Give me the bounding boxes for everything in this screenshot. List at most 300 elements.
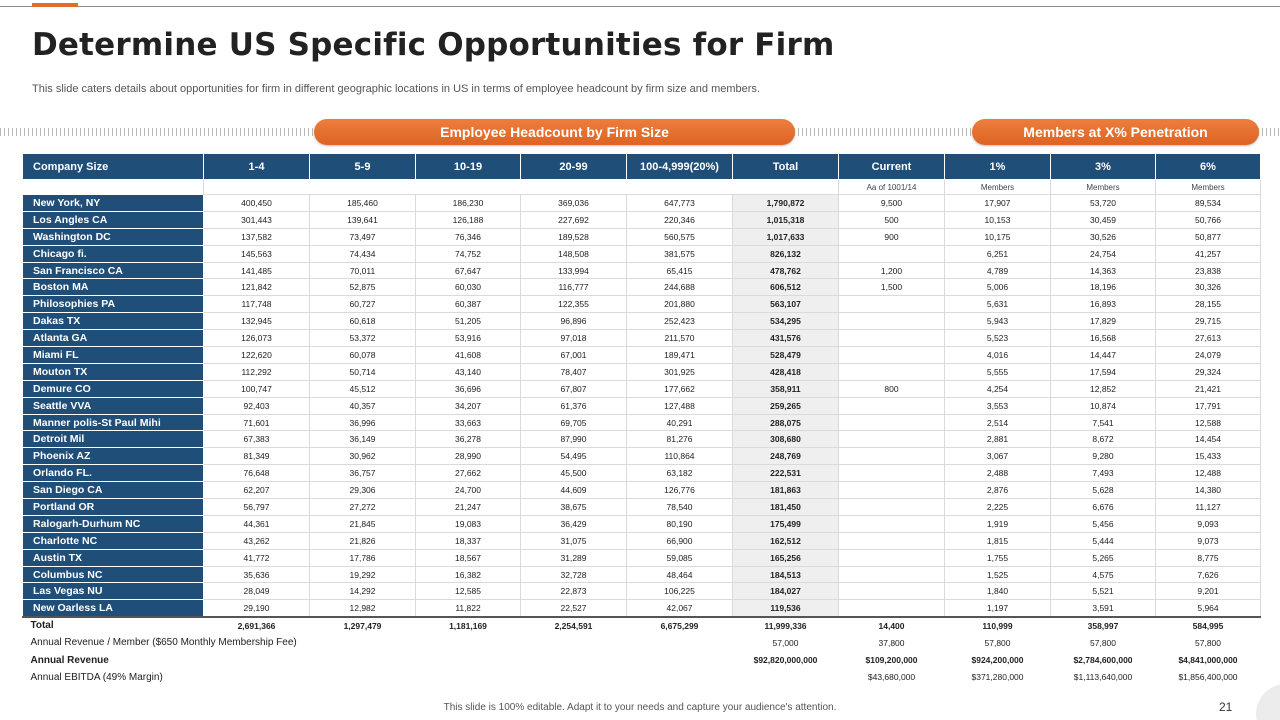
table-cell: 133,994 [521, 262, 627, 279]
table-cell [839, 549, 945, 566]
table-cell: 1,815 [945, 532, 1051, 549]
table-cell: 67,807 [521, 380, 627, 397]
total-cell: 1,181,169 [416, 617, 521, 634]
row-total-cell: 181,863 [733, 482, 839, 499]
row-label-city: Dakas TX [23, 313, 204, 330]
table-cell: 186,230 [416, 195, 521, 212]
table-cell: 36,429 [521, 515, 627, 532]
table-cell: 36,996 [310, 414, 416, 431]
table-cell: 9,073 [1156, 532, 1261, 549]
table-cell [839, 583, 945, 600]
table-cell: 900 [839, 228, 945, 245]
table-cell: 185,460 [310, 195, 416, 212]
table-cell: 63,182 [627, 465, 733, 482]
row-total-cell: 259,265 [733, 397, 839, 414]
row-label-city: Philosophies PA [23, 296, 204, 313]
table-cell: 15,433 [1156, 448, 1261, 465]
table-cell: 67,647 [416, 262, 521, 279]
table-cell: 34,207 [416, 397, 521, 414]
table-cell: 400,450 [204, 195, 310, 212]
table-cell: 148,508 [521, 245, 627, 262]
table-cell: 10,153 [945, 211, 1051, 228]
row-total-cell: 1,790,872 [733, 195, 839, 212]
row-total-cell: 162,512 [733, 532, 839, 549]
row-total-cell: 478,762 [733, 262, 839, 279]
table-cell: 110,864 [627, 448, 733, 465]
table-cell: 59,085 [627, 549, 733, 566]
table-cell: 100,747 [204, 380, 310, 397]
row-total-cell: 308,680 [733, 431, 839, 448]
table-cell: 2,514 [945, 414, 1051, 431]
column-header: Current [839, 154, 945, 180]
table-cell: 139,641 [310, 211, 416, 228]
table-cell: 74,434 [310, 245, 416, 262]
table-cell: 97,018 [521, 330, 627, 347]
table-cell: 16,568 [1051, 330, 1156, 347]
table-cell [839, 465, 945, 482]
row-total-cell: 1,015,318 [733, 211, 839, 228]
row-label-city: Manner polis-St Paul Mihi [23, 414, 204, 431]
table-cell: 61,376 [521, 397, 627, 414]
table-row [23, 262, 1261, 279]
table-cell: 60,078 [310, 347, 416, 364]
column-header: 20-99 [521, 154, 627, 180]
table-row [23, 313, 1261, 330]
table-cell: 7,493 [1051, 465, 1156, 482]
row-label-city: Demure CO [23, 380, 204, 397]
table-cell: 5,006 [945, 279, 1051, 296]
table-cell [839, 330, 945, 347]
table-cell: 21,845 [310, 515, 416, 532]
table-cell: 1,500 [839, 279, 945, 296]
table-row [23, 296, 1261, 313]
table-cell: 24,079 [1156, 347, 1261, 364]
table-row [23, 448, 1261, 465]
banner-members: Members at X% Penetration [972, 119, 1259, 145]
annual-ebitda-cell: $1,856,400,000 [1178, 672, 1238, 683]
total-cell: 110,999 [945, 617, 1051, 634]
corner-decoration [1256, 684, 1280, 720]
table-cell: 17,907 [945, 195, 1051, 212]
table-cell: 14,454 [1156, 431, 1261, 448]
table-cell: 30,526 [1051, 228, 1156, 245]
table-cell: 17,791 [1156, 397, 1261, 414]
column-header: 10-19 [416, 154, 521, 180]
table-cell: 41,608 [416, 347, 521, 364]
table-cell: 65,415 [627, 262, 733, 279]
table-cell: 45,500 [521, 465, 627, 482]
table-cell: 132,945 [204, 313, 310, 330]
table-cell: 137,582 [204, 228, 310, 245]
table-cell: 60,727 [310, 296, 416, 313]
row-label-city: Miami FL [23, 347, 204, 364]
table-cell: 3,591 [1051, 600, 1156, 617]
table-cell: 14,447 [1051, 347, 1156, 364]
table-cell: 141,485 [204, 262, 310, 279]
table-cell: 73,497 [310, 228, 416, 245]
table-cell: 647,773 [627, 195, 733, 212]
footer-note: This slide is 100% editable. Adapt it to your needs and capture your audience's attention. [443, 702, 837, 713]
row-label-city: Austin TX [23, 549, 204, 566]
table-row [23, 195, 1261, 212]
table-cell: 4,254 [945, 380, 1051, 397]
table-cell: 244,688 [627, 279, 733, 296]
table-cell: 220,346 [627, 211, 733, 228]
table-cell: 1,197 [945, 600, 1051, 617]
table-cell: 36,149 [310, 431, 416, 448]
table-cell: 126,073 [204, 330, 310, 347]
table-cell: 30,459 [1051, 211, 1156, 228]
annual-ebitda-empty-cell [733, 669, 839, 686]
row-total-cell: 1,017,633 [733, 228, 839, 245]
table-cell: 29,306 [310, 482, 416, 499]
row-total-cell: 534,295 [733, 313, 839, 330]
table-cell: 76,648 [204, 465, 310, 482]
table-cell: 5,456 [1051, 515, 1156, 532]
row-label-city: New York, NY [23, 195, 204, 212]
table-cell: 81,349 [204, 448, 310, 465]
table-row [23, 397, 1261, 414]
banner-headcount: Employee Headcount by Firm Size [314, 119, 795, 145]
table-cell: 92,403 [204, 397, 310, 414]
revenue-per-member-row [23, 634, 1261, 651]
table-cell: 12,982 [310, 600, 416, 617]
table-cell: 24,700 [416, 482, 521, 499]
table-cell: 3,067 [945, 448, 1051, 465]
table-cell: 28,049 [204, 583, 310, 600]
table-cell: 17,786 [310, 549, 416, 566]
table-cell: 2,876 [945, 482, 1051, 499]
table-cell: 11,127 [1156, 499, 1261, 516]
table-cell: 42,067 [627, 600, 733, 617]
table-cell: 50,877 [1156, 228, 1261, 245]
table-cell: 21,247 [416, 499, 521, 516]
page-title: Determine US Specific Opportunities for Firm [32, 27, 835, 63]
table-cell: 5,943 [945, 313, 1051, 330]
total-cell: 6,675,299 [627, 617, 733, 634]
table-cell: 56,797 [204, 499, 310, 516]
table-cell [839, 245, 945, 262]
table-cell: 35,636 [204, 566, 310, 583]
table-cell: 5,521 [1051, 583, 1156, 600]
table-cell: 48,464 [627, 566, 733, 583]
table-cell [839, 532, 945, 549]
table-cell: 16,382 [416, 566, 521, 583]
page-number: 21 [1219, 700, 1233, 714]
table-cell: 80,190 [627, 515, 733, 532]
table-row [23, 600, 1261, 617]
table-cell: 67,383 [204, 431, 310, 448]
total-cell: 358,997 [1051, 617, 1156, 634]
table-cell: 5,628 [1051, 482, 1156, 499]
row-total-cell: 528,479 [733, 347, 839, 364]
table-row [23, 549, 1261, 566]
table-cell: 301,443 [204, 211, 310, 228]
table-cell: 189,471 [627, 347, 733, 364]
opportunities-table [22, 153, 1261, 686]
table-cell: 122,620 [204, 347, 310, 364]
table-cell: 53,720 [1051, 195, 1156, 212]
table-cell: 27,662 [416, 465, 521, 482]
table-cell: 14,363 [1051, 262, 1156, 279]
subheader-cell: Members [1156, 180, 1261, 195]
table-cell: 5,555 [945, 363, 1051, 380]
total-cell: 11,999,336 [733, 617, 839, 634]
decorative-dashes-middle [794, 128, 974, 136]
table-cell: 62,207 [204, 482, 310, 499]
row-total-cell: 826,132 [733, 245, 839, 262]
table-cell: 126,188 [416, 211, 521, 228]
table-cell: 4,575 [1051, 566, 1156, 583]
table-cell: 252,423 [627, 313, 733, 330]
row-label-city: Los Angles CA [23, 211, 204, 228]
table-cell: 4,789 [945, 262, 1051, 279]
table-cell: 70,011 [310, 262, 416, 279]
row-label-city: San Diego CA [23, 482, 204, 499]
table-cell: 4,016 [945, 347, 1051, 364]
table-cell: 36,696 [416, 380, 521, 397]
table-cell [839, 313, 945, 330]
table-cell: 40,357 [310, 397, 416, 414]
row-label-city: New Oarless LA [23, 600, 204, 617]
revenue-per-member-cell: 37,800 [878, 637, 905, 648]
table-cell: 17,829 [1051, 313, 1156, 330]
table-cell: 44,361 [204, 515, 310, 532]
table-row [23, 380, 1261, 397]
table-cell: 36,757 [310, 465, 416, 482]
table-cell: 30,962 [310, 448, 416, 465]
row-total-cell: 358,911 [733, 380, 839, 397]
table-cell: 106,225 [627, 583, 733, 600]
column-header: 3% [1051, 154, 1156, 180]
table-cell: 50,766 [1156, 211, 1261, 228]
table-row [23, 465, 1261, 482]
table-cell [839, 397, 945, 414]
table-row [23, 279, 1261, 296]
subheader-cell: Members [945, 180, 1051, 195]
total-label: Total [23, 617, 204, 634]
table-cell: 381,575 [627, 245, 733, 262]
row-label-city: Charlotte NC [23, 532, 204, 549]
table-cell: 7,626 [1156, 566, 1261, 583]
table-cell: 1,919 [945, 515, 1051, 532]
row-label-city: Orlando FL. [23, 465, 204, 482]
table-cell [839, 363, 945, 380]
table-cell [839, 499, 945, 516]
table-cell: 5,265 [1051, 549, 1156, 566]
table-cell: 5,523 [945, 330, 1051, 347]
total-cell: 14,400 [839, 617, 945, 634]
table-cell: 560,575 [627, 228, 733, 245]
table-cell: 36,278 [416, 431, 521, 448]
row-label-city: Phoenix AZ [23, 448, 204, 465]
table-cell: 18,567 [416, 549, 521, 566]
column-header: 1% [945, 154, 1051, 180]
row-label-city: Washington DC [23, 228, 204, 245]
table-cell: 18,196 [1051, 279, 1156, 296]
table-cell: 9,500 [839, 195, 945, 212]
row-label-city: Ralogarh-Durhum NC [23, 515, 204, 532]
table-cell: 5,631 [945, 296, 1051, 313]
table-cell: 14,380 [1156, 482, 1261, 499]
column-header: 6% [1156, 154, 1261, 180]
table-cell: 9,093 [1156, 515, 1261, 532]
table-cell: 7,541 [1051, 414, 1156, 431]
revenue-per-member-cell: 57,800 [1195, 637, 1221, 648]
row-label-city: Portland OR [23, 499, 204, 516]
table-cell: 76,346 [416, 228, 521, 245]
table-cell: 29,715 [1156, 313, 1261, 330]
table-cell: 2,488 [945, 465, 1051, 482]
row-total-cell: 431,576 [733, 330, 839, 347]
table-cell: 8,775 [1156, 549, 1261, 566]
table-row [23, 583, 1261, 600]
table-cell: 54,495 [521, 448, 627, 465]
row-total-cell: 175,499 [733, 515, 839, 532]
table-row [23, 414, 1261, 431]
table-cell: 16,893 [1051, 296, 1156, 313]
table-cell [839, 482, 945, 499]
row-total-cell: 184,513 [733, 566, 839, 583]
table-cell: 28,155 [1156, 296, 1261, 313]
table-row [23, 431, 1261, 448]
table-cell: 211,570 [627, 330, 733, 347]
table-cell: 45,512 [310, 380, 416, 397]
table-cell: 66,900 [627, 532, 733, 549]
table-cell: 10,874 [1051, 397, 1156, 414]
table-row [23, 245, 1261, 262]
table-cell: 22,873 [521, 583, 627, 600]
table-cell: 33,663 [416, 414, 521, 431]
table-cell: 31,289 [521, 549, 627, 566]
total-row [23, 617, 1261, 634]
table-cell [839, 431, 945, 448]
decorative-dashes-right [1258, 128, 1280, 136]
subheader-cell: Members [1051, 180, 1156, 195]
row-total-cell: 428,418 [733, 363, 839, 380]
table-cell: 227,692 [521, 211, 627, 228]
table-cell: 60,618 [310, 313, 416, 330]
table-cell: 19,083 [416, 515, 521, 532]
table-cell: 32,728 [521, 566, 627, 583]
table-cell: 29,190 [204, 600, 310, 617]
table-cell: 201,880 [627, 296, 733, 313]
table-cell: 23,838 [1156, 262, 1261, 279]
table-cell: 28,990 [416, 448, 521, 465]
table-cell: 21,421 [1156, 380, 1261, 397]
table-cell: 9,280 [1051, 448, 1156, 465]
table-cell: 60,030 [416, 279, 521, 296]
table-cell: 112,292 [204, 363, 310, 380]
annual-revenue-cell: $2,784,600,000 [1073, 655, 1133, 665]
table-cell: 6,251 [945, 245, 1051, 262]
table-row [23, 482, 1261, 499]
revenue-per-member-cell: 57,800 [1090, 637, 1116, 648]
table-header-row [23, 154, 1261, 180]
total-cell: 2,691,366 [204, 617, 310, 634]
annual-ebitda-cell: $43,680,000 [867, 672, 916, 683]
row-label-city: Las Vegas NU [23, 583, 204, 600]
column-header: 1-4 [204, 154, 310, 180]
table-cell: 9,201 [1156, 583, 1261, 600]
table-cell: 44,609 [521, 482, 627, 499]
table-cell: 117,748 [204, 296, 310, 313]
table-cell: 78,540 [627, 499, 733, 516]
table-cell: 43,140 [416, 363, 521, 380]
annual-revenue-cell: $4,841,000,000 [1178, 655, 1238, 665]
table-cell: 11,822 [416, 600, 521, 617]
table-cell: 17,594 [1051, 363, 1156, 380]
table-row [23, 532, 1261, 549]
table-cell: 71,601 [204, 414, 310, 431]
column-header: 5-9 [310, 154, 416, 180]
revenue-per-member-cell: 57,000 [772, 637, 799, 648]
table-cell: 145,563 [204, 245, 310, 262]
row-label-city: Atlanta GA [23, 330, 204, 347]
table-cell: 5,964 [1156, 600, 1261, 617]
annual-revenue-cell: $92,820,000,000 [753, 655, 818, 665]
row-label-city: Seattle VVA [23, 397, 204, 414]
table-cell: 301,925 [627, 363, 733, 380]
subheader-spacer [204, 180, 839, 195]
table-cell: 1,525 [945, 566, 1051, 583]
table-row [23, 363, 1261, 380]
table-cell: 10,175 [945, 228, 1051, 245]
column-header: Total [733, 154, 839, 180]
annual-ebitda-cell: $371,280,000 [971, 672, 1024, 683]
table-cell: 19,292 [310, 566, 416, 583]
table-cell [839, 414, 945, 431]
row-total-cell: 563,107 [733, 296, 839, 313]
table-row [23, 347, 1261, 364]
table-cell: 53,372 [310, 330, 416, 347]
decorative-dashes-left [0, 128, 316, 136]
table-cell: 87,990 [521, 431, 627, 448]
table-cell [839, 515, 945, 532]
table-cell: 40,291 [627, 414, 733, 431]
row-label-city: San Francisco CA [23, 262, 204, 279]
table-cell: 177,662 [627, 380, 733, 397]
table-cell [839, 347, 945, 364]
table-cell: 51,205 [416, 313, 521, 330]
total-cell: 584,995 [1156, 617, 1261, 634]
table-cell: 2,881 [945, 431, 1051, 448]
table-row [23, 228, 1261, 245]
table-cell [839, 566, 945, 583]
table-cell: 41,772 [204, 549, 310, 566]
table-cell: 500 [839, 211, 945, 228]
table-cell: 12,585 [416, 583, 521, 600]
table-cell: 81,276 [627, 431, 733, 448]
revenue-per-member-label: Annual Revenue / Member ($650 Monthly Membership Fee) [30, 637, 297, 649]
page-subtitle: This slide caters details about opportunities for firm in different geographic locations in US in terms of employee headcount by firm size and members. [32, 83, 760, 95]
table-cell: 12,588 [1156, 414, 1261, 431]
table-subheader-row [23, 180, 1261, 195]
table-cell: 1,200 [839, 262, 945, 279]
table-row [23, 330, 1261, 347]
annual-ebitda-cell: $1,113,640,000 [1073, 672, 1133, 683]
table-cell [839, 296, 945, 313]
annual-revenue-label: Annual Revenue [30, 654, 109, 666]
table-cell: 41,257 [1156, 245, 1261, 262]
row-label-city: Boston MA [23, 279, 204, 296]
row-total-cell: 165,256 [733, 549, 839, 566]
table-cell: 30,326 [1156, 279, 1261, 296]
table-cell: 24,754 [1051, 245, 1156, 262]
top-rule [0, 6, 1280, 7]
table-row [23, 566, 1261, 583]
table-cell: 2,225 [945, 499, 1051, 516]
